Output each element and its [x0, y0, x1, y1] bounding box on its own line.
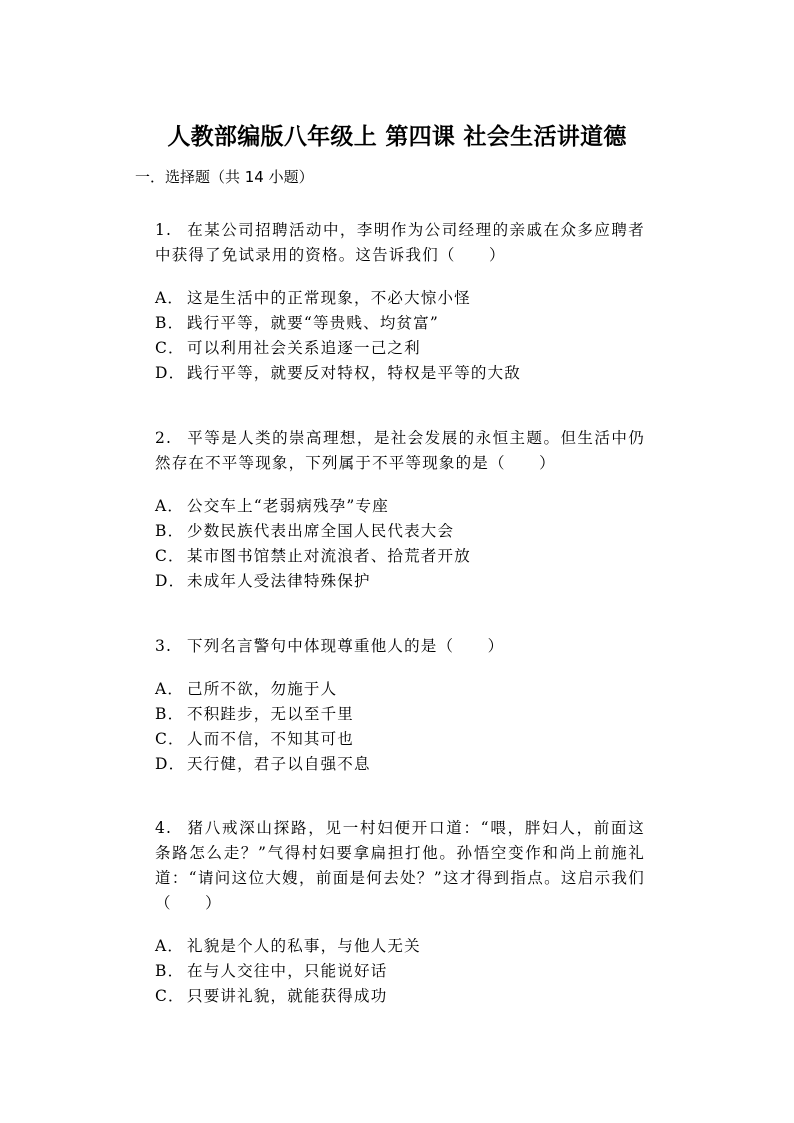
option-letter: D．: [155, 755, 186, 773]
option-letter: A．: [155, 289, 185, 307]
option-letter: B．: [155, 522, 185, 540]
option-b: [155, 519, 645, 544]
question-text: 猪八戒深山探路，见一村妇便开口道：“喂，胖妇人，前面这条路怎么走？”气得村妇要拿扁担打他。孙悟空变作和尚上前施礼道：“请问这位大嫂，前面是何去处？”这才得到指点。这启示我们（ ）: [155, 819, 645, 912]
option-text: 某市图书馆禁止对流浪者、拾荒者开放: [187, 547, 471, 565]
option-letter: A．: [155, 680, 185, 698]
option-text: 不积跬步，无以至千里: [187, 705, 355, 723]
question-text: 下列名言警句中体现尊重他人的是（ ）: [187, 637, 505, 655]
option-letter: D．: [155, 572, 186, 590]
option-a: [155, 494, 645, 519]
question-text: 在某公司招聘活动中，李明作为公司经理的亲戚在众多应聘者中获得了免试录用的资格。这告诉我们（ ）: [155, 221, 645, 264]
question-stem: [155, 426, 645, 476]
question-number: 2.: [155, 429, 173, 447]
option-b: [155, 959, 645, 984]
option-d: [155, 752, 645, 777]
option-letter: B．: [155, 705, 185, 723]
option-a: [155, 677, 645, 702]
option-text: 礼貌是个人的私事，与他人无关: [187, 937, 421, 955]
page-title: 人教部编版八年级上 第四课 社会生活讲道德: [167, 124, 627, 150]
option-c: [155, 544, 645, 569]
question-number: 3.: [155, 637, 173, 655]
option-text: 践行平等，就要反对特权，特权是平等的大敌: [187, 364, 522, 382]
option-a: [155, 934, 645, 959]
option-a: [155, 286, 645, 311]
question-stem: [155, 218, 645, 268]
option-text: 少数民族代表出席全国人民代表大会: [187, 522, 455, 540]
question-number: 4.: [155, 819, 173, 837]
option-letter: A．: [155, 937, 185, 955]
question-1: [155, 218, 645, 386]
option-text: 这是生活中的正常现象，不必大惊小怪: [187, 289, 471, 307]
option-text: 公交车上“老弱病残孕”专座: [187, 497, 389, 515]
option-d: [155, 361, 645, 386]
option-text: 可以利用社会关系追逐一己之利: [187, 339, 421, 357]
option-text: 在与人交往中，只能说好话: [187, 962, 388, 980]
option-letter: A．: [155, 497, 185, 515]
option-letter: C．: [155, 730, 185, 748]
option-letter: B．: [155, 314, 185, 332]
option-text: 己所不欲，勿施于人: [187, 680, 338, 698]
option-d: [155, 569, 645, 594]
option-text: 践行平等，就要“等贵贱、均贫富”: [187, 314, 440, 332]
question-stem: [155, 634, 645, 659]
question-stem: [155, 816, 645, 916]
question-4: [155, 816, 645, 1009]
option-letter: B．: [155, 962, 185, 980]
section-heading: 一．选择题（共 14 小题）: [135, 168, 314, 186]
option-c: [155, 727, 645, 752]
question-3: [155, 634, 645, 777]
question-text: 平等是人类的崇高理想，是社会发展的永恒主题。但生活中仍然存在不平等现象，下列属于不平等现象的是（ ）: [155, 429, 645, 472]
option-b: [155, 311, 645, 336]
option-text: 人而不信，不知其可也: [187, 730, 355, 748]
option-letter: C．: [155, 547, 185, 565]
option-text: 未成年人受法律特殊保护: [187, 572, 371, 590]
option-text: 只要讲礼貌，就能获得成功: [187, 987, 388, 1005]
option-c: [155, 336, 645, 361]
question-2: [155, 426, 645, 594]
option-letter: D．: [155, 364, 186, 382]
option-c: [155, 984, 645, 1009]
option-text: 天行健，君子以自强不息: [187, 755, 371, 773]
question-number: 1.: [155, 221, 173, 239]
option-b: [155, 702, 645, 727]
option-letter: C．: [155, 339, 185, 357]
option-letter: C．: [155, 987, 185, 1005]
